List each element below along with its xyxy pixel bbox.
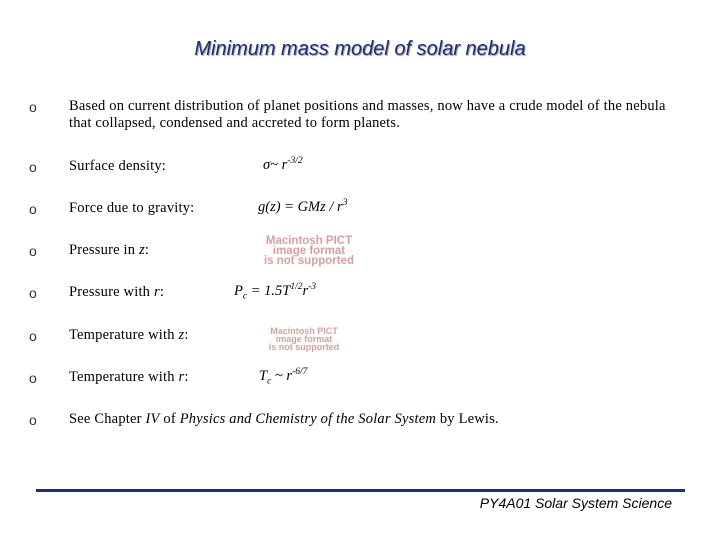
text-part: :	[144, 242, 150, 258]
formula-exponent: -3	[308, 282, 317, 292]
formula-part: ~ r	[271, 367, 293, 384]
bullet-text-temperature-r	[69, 369, 189, 386]
unsupported-image-placeholder	[254, 327, 354, 351]
footer-course-label: PY4A01 Solar System Science	[479, 495, 672, 511]
text-part: :	[184, 369, 189, 385]
bullet-marker: o	[29, 159, 37, 175]
formula-pressure	[234, 282, 316, 302]
text-part: by Lewis.	[436, 411, 499, 427]
formula-part: r	[302, 282, 309, 299]
text-part: :	[184, 327, 189, 343]
formula-gravity	[258, 198, 347, 216]
text-var: z	[139, 242, 145, 258]
text-part: See Chapter	[69, 411, 146, 427]
text-var: r	[153, 284, 160, 300]
bullet-marker: o	[29, 243, 37, 259]
pict-line: image format	[272, 245, 346, 257]
text-part: Temperature with	[69, 327, 179, 343]
bullet-text-reference	[69, 411, 499, 428]
text-var: z	[178, 327, 185, 343]
footer-divider	[36, 489, 685, 492]
bullet-text-gravity: Force due to gravity:	[69, 200, 195, 216]
bullet-marker: o	[29, 99, 37, 115]
pict-line: is not supported	[268, 342, 340, 352]
formula-temperature	[259, 367, 307, 387]
bullet-text-surface-density: Surface density:	[69, 158, 167, 174]
pict-line: image format	[275, 334, 333, 344]
bullet-text-pressure-r	[69, 284, 164, 301]
bullet-marker: o	[29, 328, 37, 344]
pict-line: is not supported	[263, 255, 355, 267]
formula-exponent: 3	[342, 198, 348, 208]
formula-subscript: c	[267, 376, 272, 387]
bullet-marker: o	[29, 370, 37, 386]
bullet-text-pressure-z	[69, 242, 149, 259]
formula-part: P	[234, 282, 243, 299]
text-part: Temperature with	[69, 369, 179, 385]
text-part: :	[159, 284, 165, 300]
pict-line: Macintosh PICT	[270, 326, 338, 336]
bullet-marker: o	[29, 285, 37, 301]
text-var: r	[178, 369, 185, 385]
pict-line: Macintosh PICT	[265, 235, 353, 247]
bullet-marker: o	[29, 201, 37, 217]
bullet-text-temperature-z	[69, 327, 189, 344]
sigma-symbol: σ	[263, 156, 271, 173]
bullet-text-nebula-model: Based on current distribution of planet positions and masses, now have a crude model of the nebula that collapsed, condensed and accreted to form planets.	[69, 98, 666, 131]
formula-part: g(z) = GMz / r	[258, 198, 343, 215]
formula-part: = 1.5T	[247, 282, 291, 299]
text-part: Pressure with	[69, 284, 154, 300]
formula-exponent: 1/2	[290, 282, 303, 292]
formula-surface-density	[263, 156, 303, 174]
unsupported-image-placeholder	[234, 236, 384, 266]
bullet-marker: o	[29, 412, 37, 428]
chapter-number: IV	[145, 411, 160, 427]
slide-title: Minimum mass model of solar nebula	[194, 38, 526, 60]
book-title: Physics and Chemistry of the Solar System	[179, 411, 437, 427]
text-part: of	[159, 411, 180, 427]
formula-subscript: c	[242, 291, 248, 302]
text-part: Pressure in	[69, 242, 140, 258]
formula-part: ~ r	[270, 156, 288, 173]
formula-exponent: -6/7	[292, 367, 308, 377]
formula-part: T	[259, 367, 268, 384]
formula-exponent: -3/2	[287, 156, 303, 166]
